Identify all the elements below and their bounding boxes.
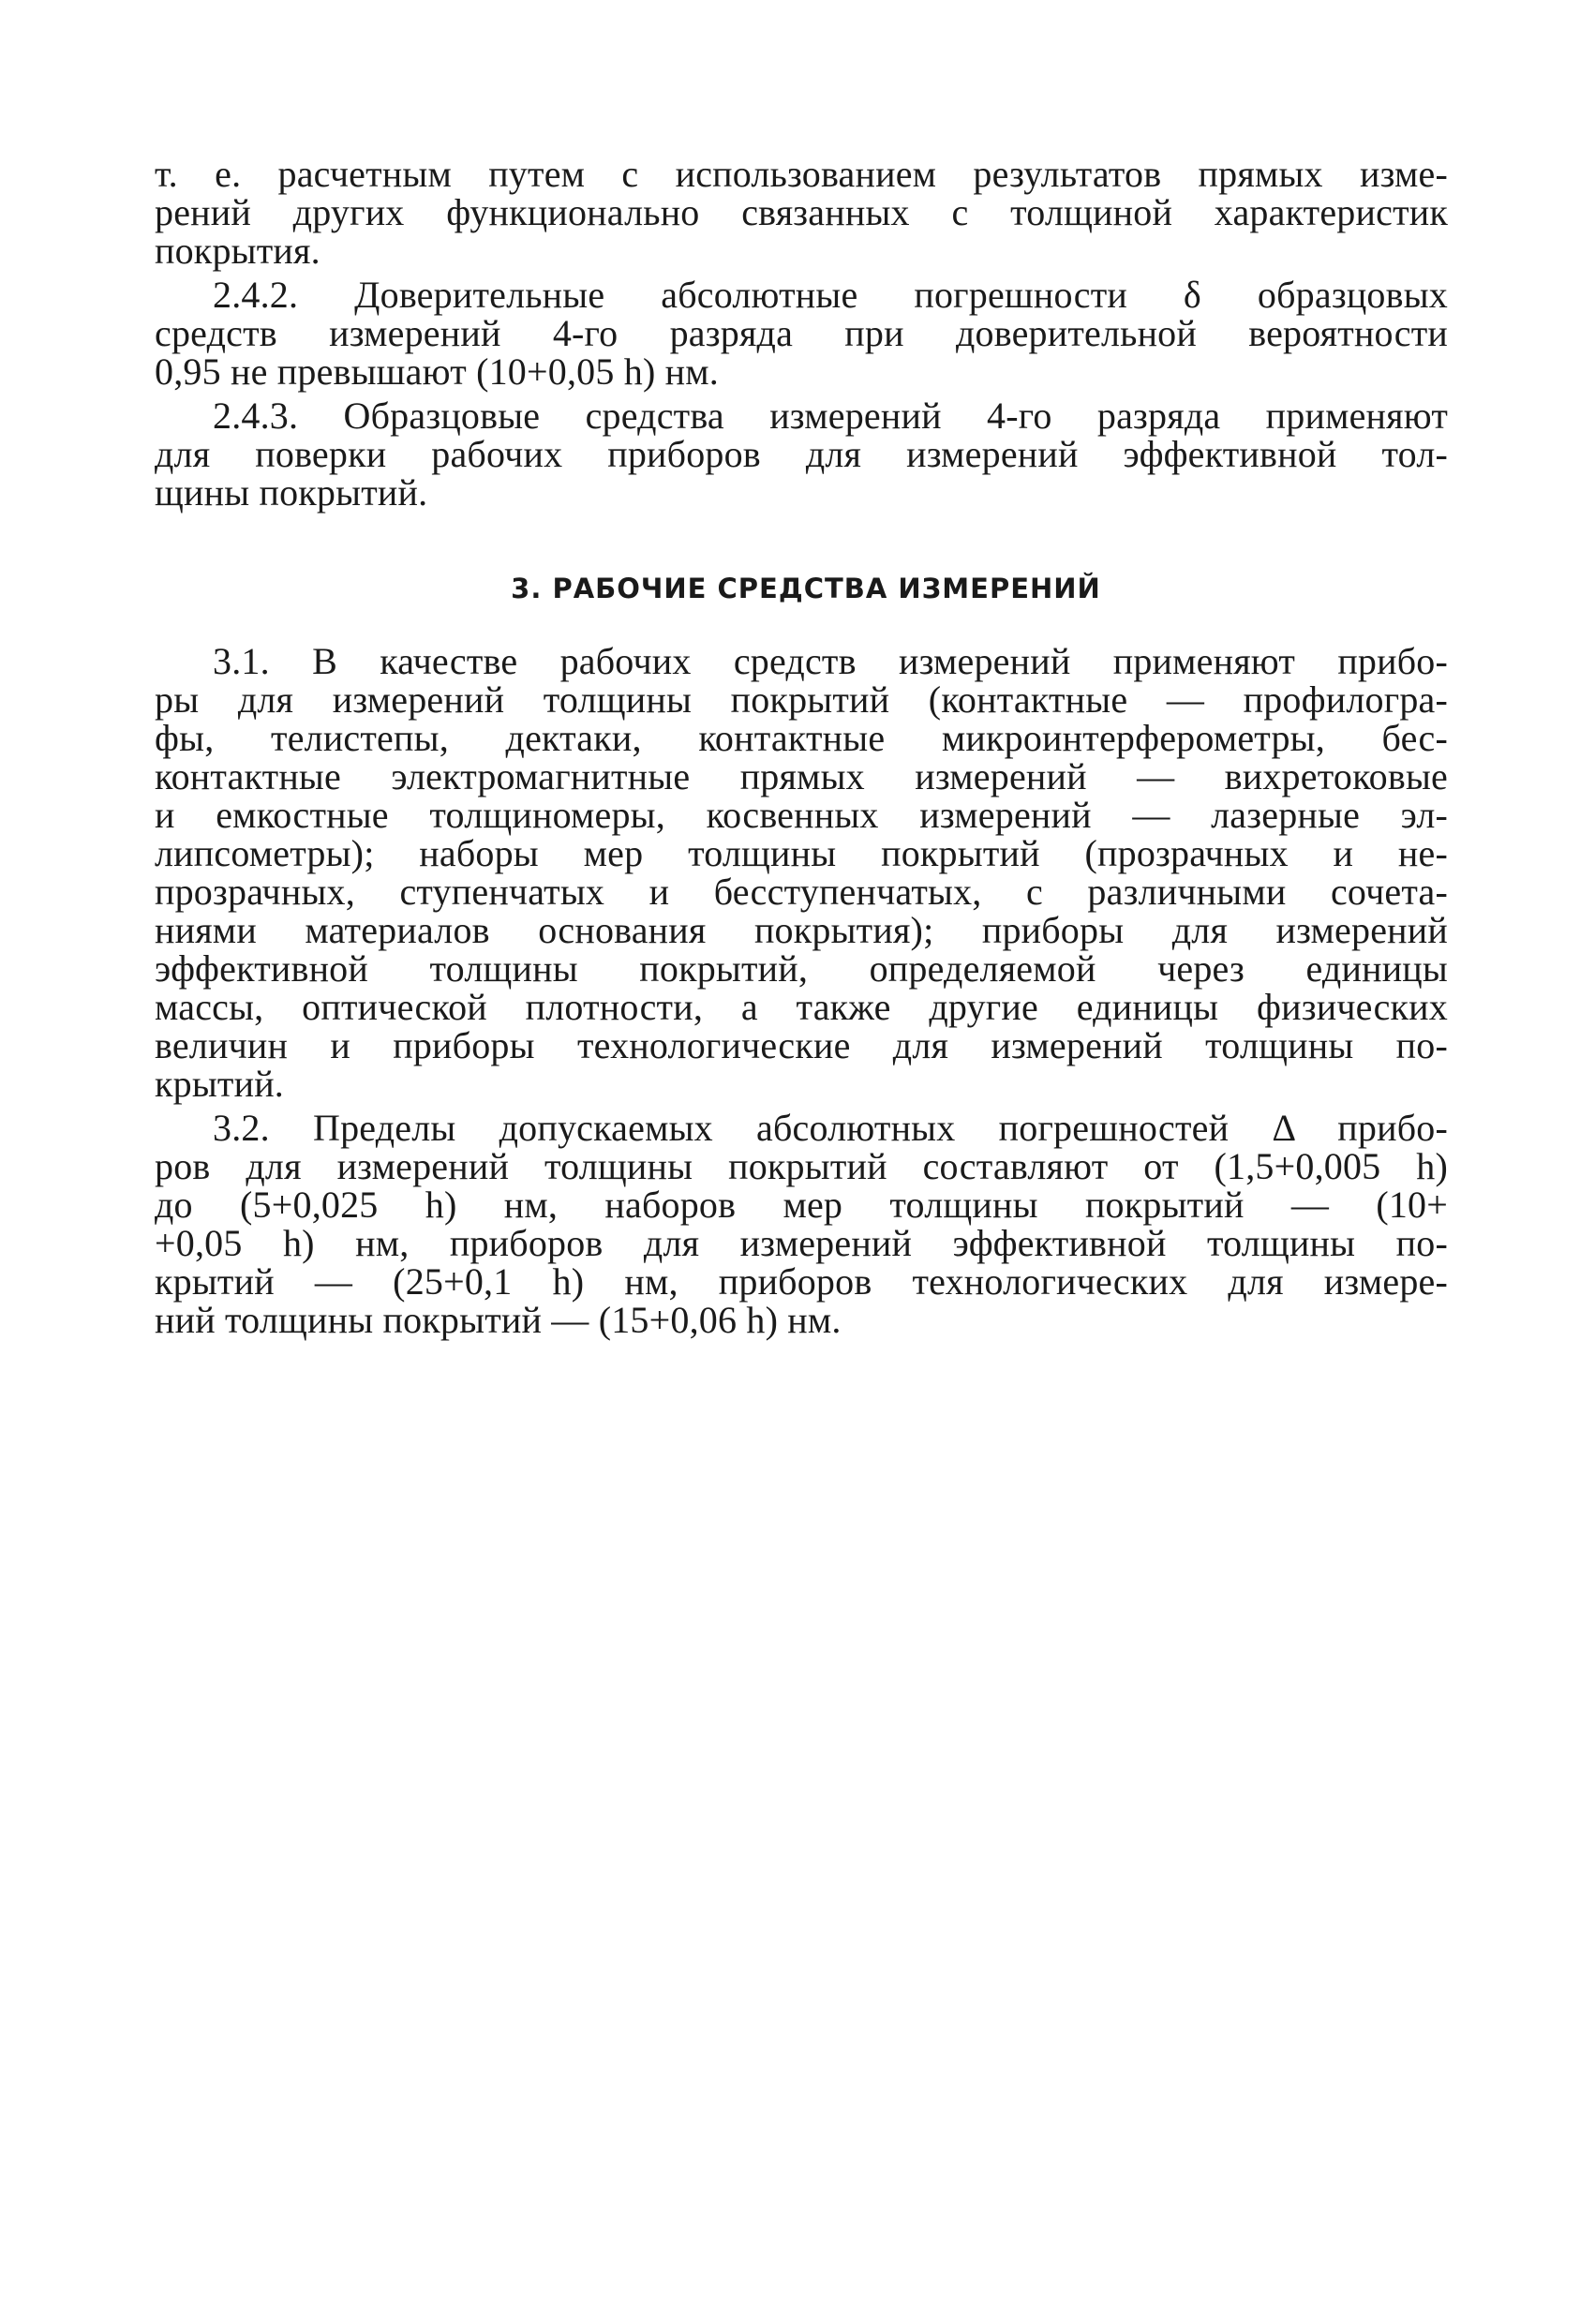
text-line: массы, оптической плотности, а также другие единицы физических (155, 986, 1448, 1028)
text-line: рений других функционально связанных с толщиной характеристик (155, 191, 1448, 233)
paragraph-3-1 (155, 642, 1448, 1103)
text-line: контактные электромагнитные прямых измерений — вихретоковые (155, 755, 1448, 797)
text-line: крытий. (155, 1063, 285, 1105)
paragraph-3-2 (155, 1109, 1448, 1339)
text-line: +0,05 h) нм, приборов для измерений эффективной толщины по- (155, 1222, 1448, 1264)
text-line: 0,95 не превышают (10+0,05 h) нм. (155, 350, 719, 393)
text-line: 3.1. В качестве рабочих средств измерений применяют прибо- (213, 640, 1448, 682)
paragraph-continuation (155, 155, 1448, 270)
text-line: эффективной толщины покрытий, определяемой через единицы (155, 947, 1448, 990)
text-line: и емкостные толщиномеры, косвенных измерений — лазерные эл- (155, 794, 1448, 836)
text-line: прозрачных, ступенчатых и бесступенчатых, с различными сочета- (155, 871, 1448, 913)
text-line: ров для измерений толщины покрытий составляют от (1,5+0,005 h) (155, 1145, 1448, 1187)
text-line: ниями материалов основания покрытия); приборы для измерений (155, 909, 1448, 951)
text-line: ры для измерений толщины покрытий (контактные — профилогра- (155, 678, 1448, 721)
text-line: ний толщины покрытий — (15+0,06 h) нм. (155, 1299, 842, 1341)
text-line: до (5+0,025 h) нм, наборов мер толщины покрытий — (10+ (155, 1184, 1448, 1226)
text-line: 2.4.2. Доверительные абсолютные погрешности δ образцовых (213, 274, 1448, 316)
text-line: покрытия. (155, 230, 320, 272)
text-line: липсометры); наборы мер толщины покрытий (прозрачных и не- (155, 832, 1448, 874)
document-page (155, 155, 1448, 1339)
text-line: для поверки рабочих приборов для измерений эффективной тол- (155, 433, 1448, 475)
text-line: фы, телистепы, дектаки, контактные микроинтерферометры, бес- (155, 717, 1448, 759)
text-line: щины покрытий. (155, 471, 428, 514)
text-line: 2.4.3. Образцовые средства измерений 4-го разряда применяют (213, 395, 1448, 437)
section-heading: 3. РАБОЧИЕ СРЕДСТВА ИЗМЕРЕНИЙ (511, 573, 1101, 604)
text-line: величин и приборы технологические для измерений толщины по- (155, 1024, 1448, 1066)
paragraph-2-4-2 (155, 276, 1448, 391)
text-line: т. е. расчетным путем с использованием результатов прямых изме- (155, 153, 1448, 195)
paragraph-2-4-3 (155, 396, 1448, 512)
text-line: средств измерений 4-го разряда при доверительной вероятности (155, 312, 1448, 354)
text-line: крытий — (25+0,1 h) нм, приборов технологических для измере- (155, 1260, 1448, 1303)
text-line: 3.2. Пределы допускаемых абсолютных погрешностей Δ прибо- (213, 1107, 1448, 1149)
